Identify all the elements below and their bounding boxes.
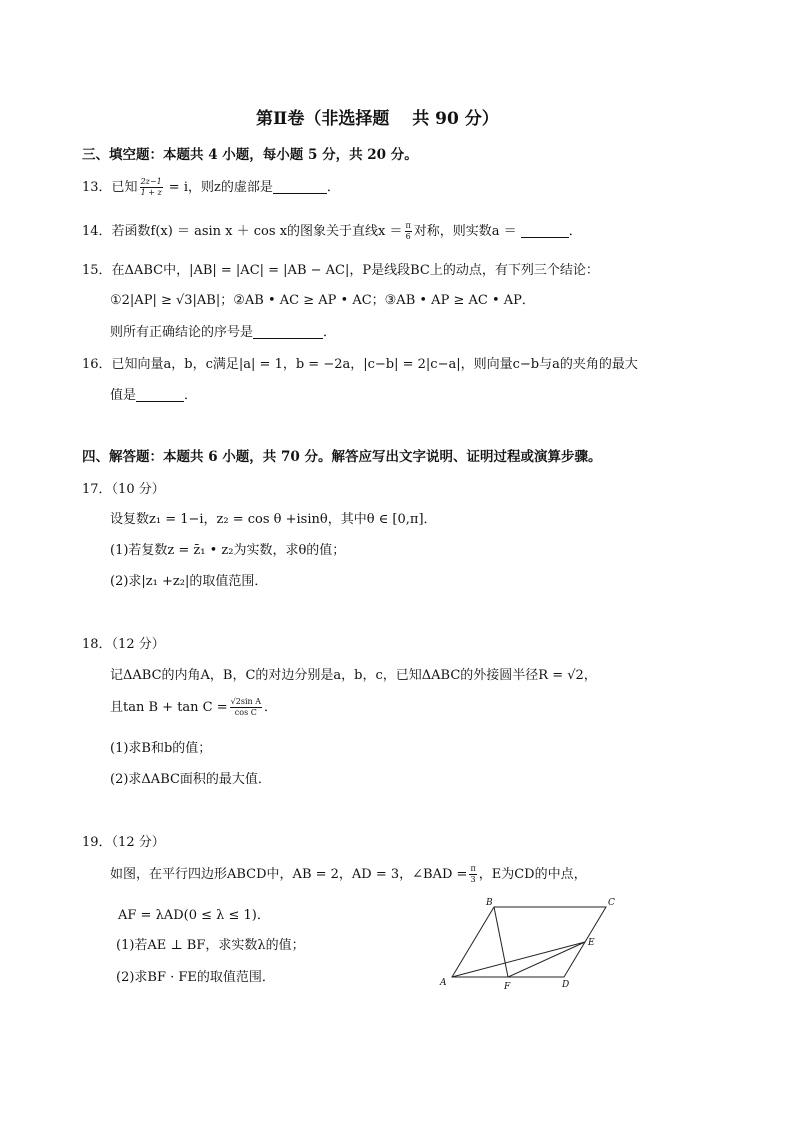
section3-heading: 三、填空题：本题共 4 小题，每小题 5 分，共 20 分。 bbox=[82, 147, 418, 163]
question-13 bbox=[82, 176, 340, 198]
q18-head: 18．（12 分） bbox=[82, 637, 165, 652]
label-f: F bbox=[504, 982, 511, 992]
q19-frac-den: 3 bbox=[470, 875, 476, 884]
question-18-line2 bbox=[110, 696, 277, 718]
q15-line2: ①2|AP| ≥ √3|AB|；②AB • AC ≥ AP • AC；③AB • AP ≥ AC • AP． bbox=[110, 293, 535, 308]
question-14 bbox=[82, 220, 582, 242]
q14-fraction bbox=[405, 221, 412, 242]
q13-frac-den: 1 + z bbox=[140, 188, 162, 197]
label-b: B bbox=[486, 898, 493, 908]
q14-text-b: 对称，则实数a ＝ bbox=[413, 224, 517, 239]
q19-line4: (2)求BF · FE的取值范围． bbox=[116, 970, 275, 985]
q15-answer-blank[interactable] bbox=[253, 326, 323, 339]
question-15-line1 bbox=[82, 259, 599, 278]
q19-head: 19．（12 分） bbox=[82, 835, 165, 850]
q14-frac-den: 6 bbox=[405, 232, 411, 241]
q13-fraction bbox=[140, 177, 163, 198]
q15-line3: 则所有正确结论的序号是 bbox=[110, 325, 254, 340]
q14-answer-blank[interactable] bbox=[521, 225, 569, 238]
q16-answer-blank[interactable] bbox=[136, 389, 184, 402]
q14-number: 14． bbox=[82, 224, 112, 239]
q13-answer-blank[interactable] bbox=[273, 181, 327, 194]
q19-line3: (1)若AE ⊥ BF，求实数λ的值； bbox=[116, 938, 305, 953]
q18-line1: 记ΔABC的内角A，B，C的对边分别是a，b，c，已知ΔABC的外接圆半径R = √2， bbox=[110, 668, 597, 683]
question-16-line2 bbox=[110, 384, 197, 403]
q14-frac-num: π bbox=[405, 221, 411, 230]
q16-line1: 已知向量a，b，c满足|a| = 1，b = −2a，|c−b| = 2|c−a|，则向量c−b与a的夹角的最大 bbox=[111, 357, 638, 372]
q18-fraction bbox=[230, 697, 262, 718]
parallelogram-abcd bbox=[452, 907, 606, 977]
q19-line2: AF = λAD(0 ≤ λ ≤ 1)． bbox=[118, 908, 270, 923]
q13-pre: 已知 bbox=[111, 180, 138, 195]
q15-line1: 在ΔABC中，|AB| = |AC| = |AB − AC|，P是线段BC上的动点，有下列三个结论： bbox=[111, 263, 599, 278]
q17-head: 17．（10 分） bbox=[82, 482, 165, 497]
q16-number: 16． bbox=[82, 357, 112, 372]
q13-number: 13． bbox=[82, 180, 112, 195]
q17-line3: (2)求|z₁ +z₂|的取值范围． bbox=[110, 574, 268, 589]
q15-end: ． bbox=[323, 325, 337, 340]
question-16-line1 bbox=[82, 353, 638, 372]
q13-eq: = i，则z的虚部是 bbox=[164, 180, 273, 195]
q15-number: 15． bbox=[82, 263, 112, 278]
q13-frac-num: 2z−1 bbox=[140, 177, 162, 186]
question-15-line3 bbox=[110, 321, 336, 340]
q17-line1: 设复数z₁ = 1−i，z₂ = cos θ +isinθ，其中θ ∈ [0,π]． bbox=[110, 512, 437, 527]
section4-heading: 四、解答题：本题共 6 小题，共 70 分。解答应写出文字说明、证明过程或演算步骤。 bbox=[82, 449, 602, 465]
label-d: D bbox=[562, 980, 570, 990]
q19-fraction bbox=[469, 864, 476, 885]
q18-line3: (1)求B和b的值； bbox=[110, 741, 212, 756]
q16-end: ． bbox=[184, 388, 198, 403]
label-c: C bbox=[608, 898, 615, 908]
q18-line2-pre: 且tan B + tan C = bbox=[110, 700, 228, 715]
question-19-line1 bbox=[110, 863, 587, 885]
q14-end: ． bbox=[568, 224, 582, 239]
q17-line2: (1)若复数z = z̄₁ • z₂为实数，求θ的值； bbox=[110, 543, 346, 558]
q18-line4: (2)求ΔABC面积的最大值． bbox=[110, 772, 271, 787]
q19-line1-pre: 如图，在平行四边形ABCD中，AB = 2，AD = 3，∠BAD = bbox=[110, 867, 468, 882]
label-a: A bbox=[440, 978, 447, 988]
q18-line2-end: ． bbox=[263, 700, 277, 715]
label-e: E bbox=[588, 938, 595, 948]
q16-line2: 值是 bbox=[110, 388, 137, 403]
q19-line1-end: ，E为CD的中点， bbox=[478, 867, 587, 882]
segment-bf bbox=[494, 907, 508, 977]
page-title: 第Ⅱ卷（非选择题 共 90 分） bbox=[256, 109, 499, 129]
q13-end: ． bbox=[326, 180, 340, 195]
q18-frac-den: cos C bbox=[234, 708, 257, 717]
q14-text-a: 若函数f(x) ＝ asin x ＋ cos x的图象关于直线x ＝ bbox=[111, 224, 403, 239]
q19-frac-num: π bbox=[470, 864, 476, 873]
parallelogram-figure bbox=[436, 895, 626, 995]
q18-frac-num: √2sin A bbox=[230, 697, 261, 706]
